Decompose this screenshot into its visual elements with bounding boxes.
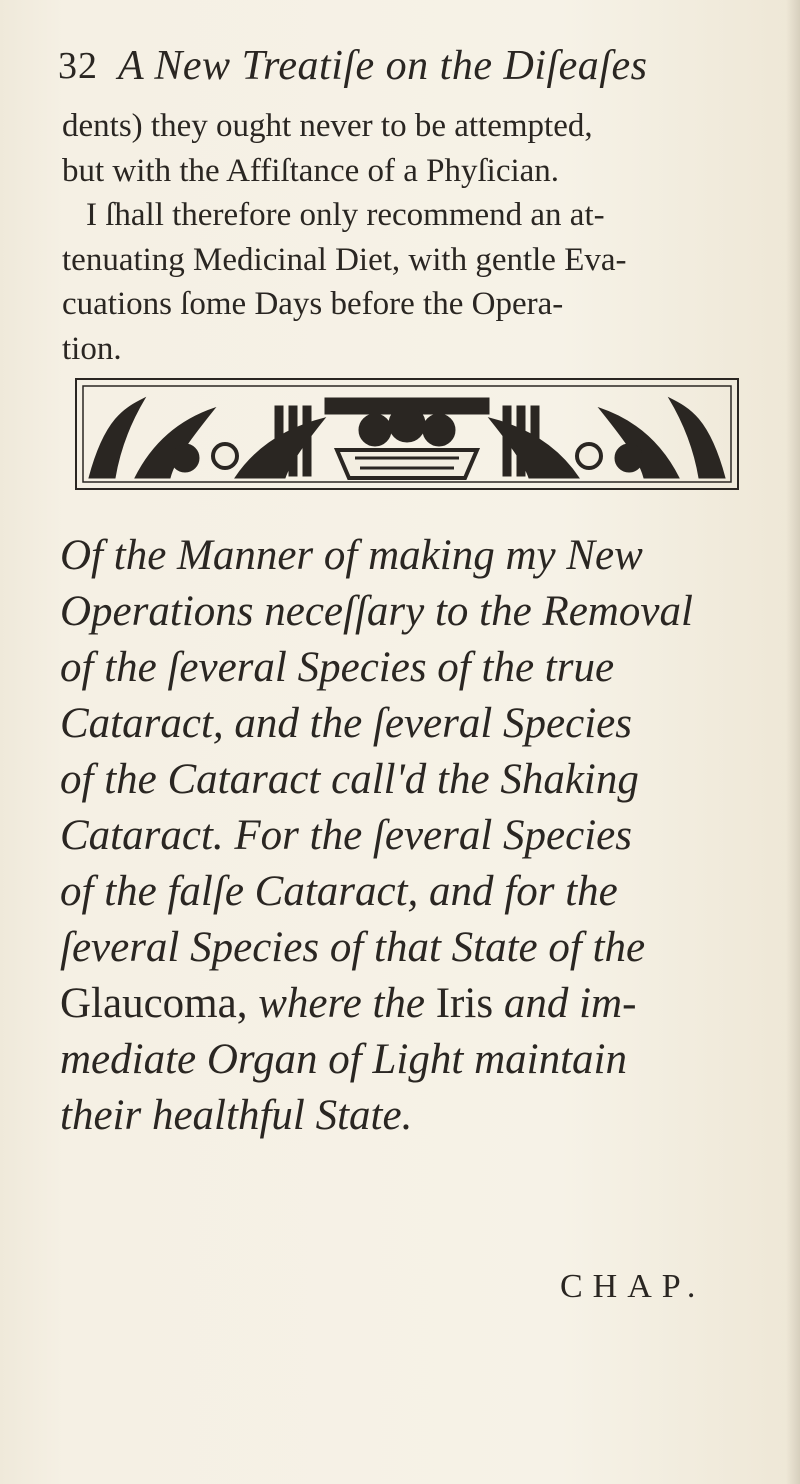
page-number: 32 (58, 45, 98, 87)
heading-line: Cataract, and the ſeveral Species (60, 700, 632, 747)
body-line: but with the Affiſtance of a Phyſician. (62, 152, 560, 189)
heading-roman-word: Iris (435, 980, 494, 1027)
heading-line: of the Cataract call'd the Shaking (60, 756, 639, 803)
body-line: tion. (62, 330, 122, 367)
chapter-heading (60, 528, 740, 1144)
heading-line: Cataract. For the ſeveral Species (60, 812, 632, 859)
heading-line: their healthful State. (60, 1092, 413, 1139)
heading-line: Operations neceſſary to the Removal (60, 588, 693, 635)
heading-line: of the ſeveral Species of the true (60, 644, 615, 691)
catchword: CHAP. (560, 1268, 706, 1305)
body-line: I ſhall therefore only recommend an at- (86, 197, 605, 233)
body-paragraph (62, 104, 702, 371)
heading-line-mixed (60, 976, 740, 1032)
heading-italic-words: where the (247, 980, 436, 1027)
body-line: tenuating Medicinal Diet, with gentle Eva- (62, 241, 627, 278)
running-title: A New Treatiſe on the Diſeaſes (118, 43, 648, 89)
body-line: dents) they ought never to be attempted, (62, 108, 593, 144)
heading-italic-words: and im- (493, 980, 637, 1027)
headpiece-ornament-icon (75, 378, 739, 490)
page-edge-shadow (786, 0, 800, 1484)
heading-line: ſeveral Species of that State of the (60, 924, 646, 971)
body-line: cuations ſome Days before the Opera- (62, 286, 564, 322)
heading-line: mediate Organ of Light maintain (60, 1036, 627, 1083)
heading-line: of the falſe Cataract, and for the (60, 868, 618, 915)
page-header (58, 40, 738, 90)
heading-line: Of the Manner of making my New (60, 532, 643, 579)
heading-roman-word: Glaucoma, (60, 980, 248, 1027)
